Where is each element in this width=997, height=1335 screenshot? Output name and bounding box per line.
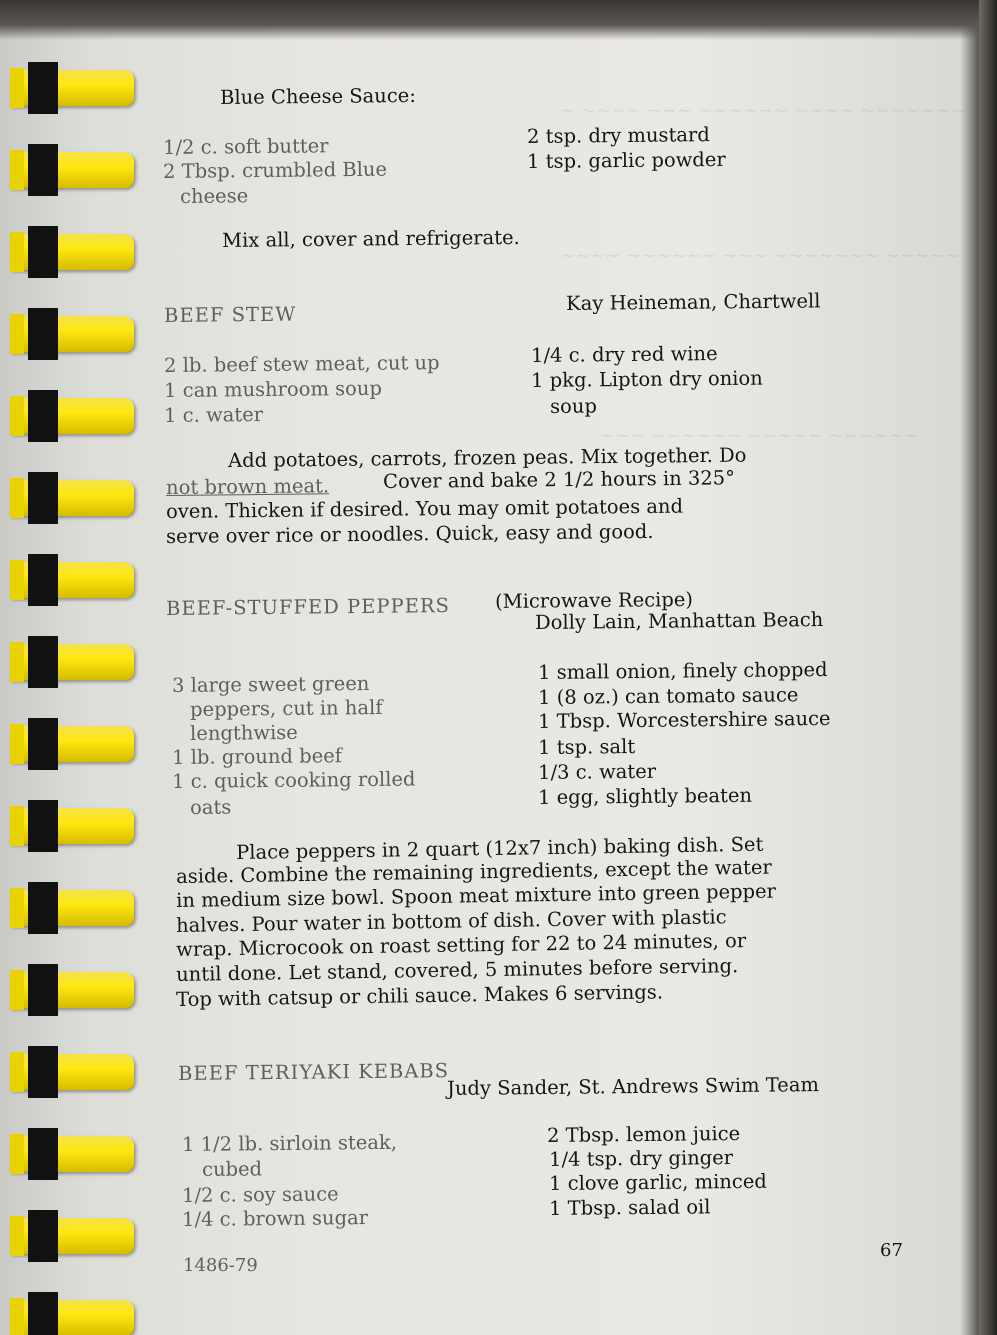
kebabs-ingredient: 1/4 tsp. dry ginger [548, 1146, 734, 1171]
stuffed-peppers-directions: wrap. Microcook on roast setting for 22 to 24 minutes, or [175, 929, 747, 961]
spiral-ring [10, 1210, 134, 1262]
beef-stew-ingredient: soup [549, 394, 598, 418]
spiral-ring [10, 882, 134, 934]
spiral-ring [10, 636, 134, 688]
spiral-ring [10, 472, 134, 524]
spiral-ring [10, 62, 134, 114]
spiral-ring [10, 1292, 134, 1335]
stuffed-peppers-directions: until done. Let stand, covered, 5 minutes before serving. [175, 954, 739, 986]
spiral-ring [10, 800, 134, 852]
stuffed-peppers-ingredient: 1 small onion, finely chopped [537, 657, 828, 684]
page-right-edge [979, 0, 997, 1335]
stuffed-peppers-ingredient: peppers, cut in half [189, 695, 383, 721]
stuffed-peppers-ingredient: lengthwise [189, 720, 298, 745]
blue-cheese-ingredient: 1/2 c. soft butter [162, 134, 329, 159]
bleed-through-texture: ~~~~ ~~~~~~ ~~~ ~~~~~~~ ~~~~~ [560, 245, 960, 266]
beef-stew-directions: Cover and bake 2 1/2 hours in 325° [382, 466, 736, 493]
spiral-ring [10, 964, 134, 1016]
page-code: 1486-79 [183, 1255, 258, 1276]
kebabs-ingredient: 2 Tbsp. lemon juice [546, 1121, 741, 1147]
kebabs-title: BEEF TERIYAKI KEBABS [177, 1059, 450, 1085]
kebabs-ingredient: 1/2 c. soy sauce [181, 1182, 339, 1207]
blue-cheese-ingredient: cheese [179, 184, 249, 208]
beef-stew-ingredient: 1 pkg. Lipton dry onion [530, 366, 763, 392]
stuffed-peppers-ingredient: 1 tsp. salt [537, 734, 636, 759]
stuffed-peppers-directions: Top with catsup or chili sauce. Makes 6 servings. [175, 980, 664, 1011]
stuffed-peppers-author: Dolly Lain, Manhattan Beach [534, 607, 824, 634]
stuffed-peppers-ingredient: 1 lb. ground beef [171, 744, 343, 769]
stuffed-peppers-title: BEEF-STUFFED PEPPERS [165, 594, 451, 620]
bleed-through-texture: ~~~ ~~~~~~ ~~~~~ ~~~~~~ [600, 425, 919, 446]
spiral-binding [0, 0, 140, 1335]
blue-cheese-ingredient: 1 tsp. garlic powder [526, 147, 726, 173]
spiral-ring [10, 554, 134, 606]
spiral-ring [10, 718, 134, 770]
spiral-ring [10, 1046, 134, 1098]
stuffed-peppers-ingredient: 1 c. quick cooking rolled [171, 767, 416, 793]
spiral-ring [10, 308, 134, 360]
page-top-shadow [0, 0, 997, 40]
stuffed-peppers-directions: aside. Combine the remaining ingredients, except the water [175, 855, 772, 888]
stuffed-peppers-ingredient: oats [189, 795, 232, 819]
beef-stew-ingredient: 2 lb. beef stew meat, cut up [163, 351, 440, 377]
beef-stew-directions: serve over rice or noodles. Quick, easy and good. [165, 519, 654, 548]
blue-cheese-ingredient: 2 Tbsp. crumbled Blue [162, 157, 388, 183]
stuffed-peppers-ingredient: 1 egg, slightly beaten [537, 783, 753, 809]
stuffed-peppers-directions: in medium size bowl. Spoon meat mixture into green pepper [175, 879, 777, 912]
blue-cheese-heading: Blue Cheese Sauce: [219, 83, 416, 109]
beef-stew-ingredient: 1/4 c. dry red wine [530, 342, 718, 367]
stuffed-peppers-directions: Place peppers in 2 quart (12x7 inch) baking dish. Set [235, 832, 764, 864]
kebabs-ingredient: 1/4 c. brown sugar [181, 1206, 369, 1231]
stuffed-peppers-directions: halves. Pour water in bottom of dish. Cover with plastic [175, 905, 727, 937]
beef-stew-title: BEEF STEW [163, 302, 297, 327]
beef-stew-directions: Add potatoes, carrots, frozen peas. Mix together. Do [227, 443, 747, 472]
spiral-ring [10, 226, 134, 278]
blue-cheese-ingredient: 2 tsp. dry mustard [526, 123, 710, 148]
beef-stew-ingredient: 1 can mushroom soup [163, 376, 383, 402]
beef-stew-author: Kay Heineman, Chartwell [565, 289, 821, 315]
kebabs-ingredient: 1 1/2 lb. sirloin steak, [181, 1130, 398, 1156]
beef-stew-directions-underlined: not brown meat. [165, 474, 330, 499]
spiral-ring [10, 390, 134, 442]
kebabs-author: Judy Sander, St. Andrews Swim Team [446, 1073, 820, 1100]
bleed-through-texture: ~ ~~~~ ~~~ ~~~~~~ ~~~~ ~~~~~~~ [560, 100, 966, 121]
stuffed-peppers-subtitle: (Microwave Recipe) [494, 587, 694, 613]
beef-stew-directions: oven. Thicken if desired. You may omit potatoes and [165, 494, 684, 523]
page-number: 67 [880, 1240, 903, 1261]
kebabs-ingredient: 1 clove garlic, minced [548, 1169, 767, 1195]
stuffed-peppers-ingredient: 1 (8 oz.) can tomato sauce [537, 683, 799, 709]
spiral-ring [10, 1128, 134, 1180]
kebabs-ingredient: cubed [201, 1157, 263, 1181]
stuffed-peppers-ingredient: 1/3 c. water [537, 759, 657, 784]
beef-stew-ingredient: 1 c. water [163, 402, 264, 427]
blue-cheese-directions: Mix all, cover and refrigerate. [221, 225, 520, 252]
kebabs-ingredient: 1 Tbsp. salad oil [548, 1195, 711, 1220]
stuffed-peppers-ingredient: 1 Tbsp. Worcestershire sauce [537, 706, 831, 733]
spiral-ring [10, 144, 134, 196]
stuffed-peppers-ingredient: 3 large sweet green [171, 671, 370, 697]
